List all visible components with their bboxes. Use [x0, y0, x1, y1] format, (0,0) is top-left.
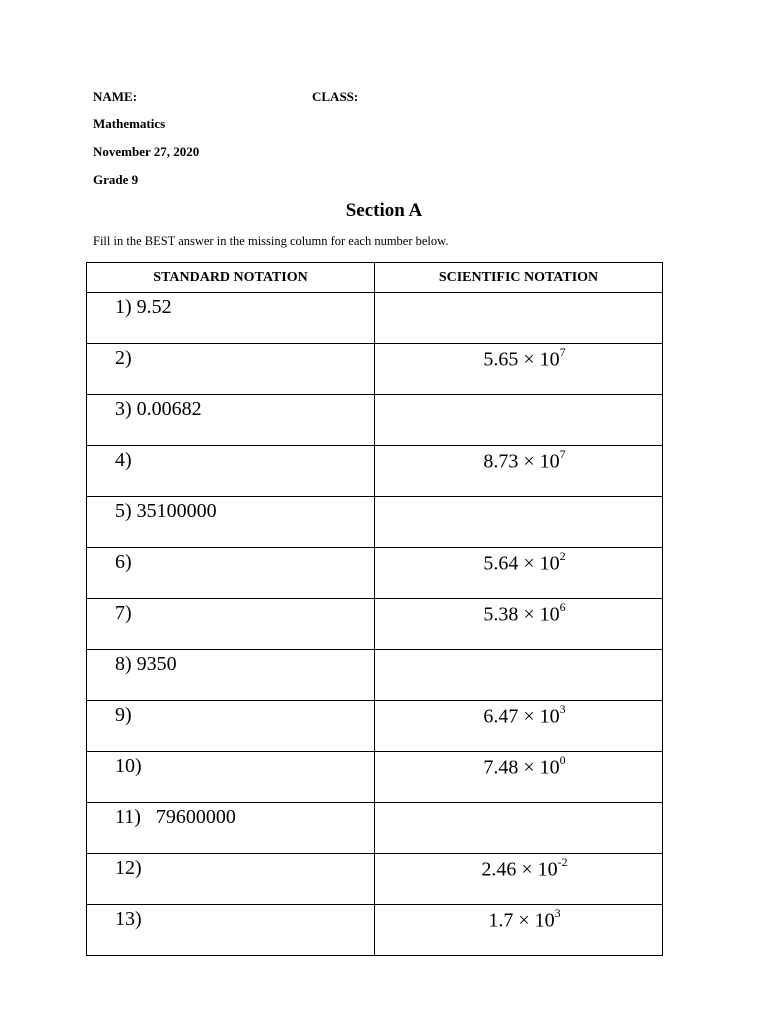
- mantissa: 2.46 × 10: [481, 858, 558, 881]
- table-row: [87, 344, 663, 395]
- standard-cell[interactable]: 8) 9350: [87, 650, 375, 701]
- scientific-cell[interactable]: [375, 905, 663, 956]
- exponent: 3: [554, 906, 561, 920]
- name-label: NAME:: [93, 89, 138, 104]
- mantissa: 6.47 × 10: [483, 705, 560, 728]
- table-row: [87, 293, 663, 344]
- exponent: 0: [559, 753, 566, 767]
- notation-table: [86, 262, 663, 956]
- table-header-row: [87, 263, 663, 293]
- table-row: [87, 854, 663, 905]
- exponent: 6: [559, 600, 566, 614]
- standard-cell[interactable]: 9): [87, 701, 375, 752]
- subject-label: Mathematics: [93, 116, 166, 131]
- header-scientific-notation: SCIENTIFIC NOTATION: [375, 263, 663, 293]
- scientific-cell[interactable]: [375, 599, 663, 650]
- section-title: Section A: [345, 200, 423, 221]
- scientific-cell[interactable]: [375, 293, 663, 344]
- table-row: [87, 650, 663, 701]
- table-row: [87, 497, 663, 548]
- table-row: [87, 395, 663, 446]
- standard-cell[interactable]: 6): [87, 548, 375, 599]
- mantissa: 5.65 × 10: [483, 348, 560, 371]
- standard-cell[interactable]: 10): [87, 752, 375, 803]
- table-row: [87, 599, 663, 650]
- mantissa: 5.38 × 10: [483, 603, 560, 626]
- scientific-cell[interactable]: [375, 650, 663, 701]
- standard-cell[interactable]: 2): [87, 344, 375, 395]
- scientific-cell[interactable]: [375, 803, 663, 854]
- mantissa: 7.48 × 10: [483, 756, 560, 779]
- scientific-cell[interactable]: [375, 497, 663, 548]
- class-label: CLASS:: [312, 89, 359, 104]
- header-standard-notation: STANDARD NOTATION: [87, 263, 375, 293]
- table-row: [87, 548, 663, 599]
- scientific-cell[interactable]: [375, 344, 663, 395]
- table-row: [87, 701, 663, 752]
- table-row: [87, 446, 663, 497]
- mantissa: 1.7 × 10: [488, 909, 555, 932]
- exponent: 7: [559, 447, 566, 461]
- standard-cell[interactable]: 1) 9.52: [87, 293, 375, 344]
- mantissa: 8.73 × 10: [483, 450, 560, 473]
- table-row: [87, 905, 663, 956]
- standard-cell[interactable]: 7): [87, 599, 375, 650]
- standard-cell[interactable]: 12): [87, 854, 375, 905]
- instructions: Fill in the BEST answer in the missing column for each number below.: [93, 234, 449, 248]
- standard-cell[interactable]: 5) 35100000: [87, 497, 375, 548]
- standard-cell[interactable]: 3) 0.00682: [87, 395, 375, 446]
- mantissa: 5.64 × 10: [483, 552, 560, 575]
- standard-cell[interactable]: 11) 79600000: [87, 803, 375, 854]
- scientific-cell[interactable]: [375, 854, 663, 905]
- scientific-cell[interactable]: [375, 752, 663, 803]
- scientific-cell[interactable]: [375, 446, 663, 497]
- grade-label: Grade 9: [93, 172, 139, 187]
- exponent: 3: [559, 702, 566, 716]
- table-row: [87, 803, 663, 854]
- exponent: 7: [559, 345, 566, 359]
- standard-cell[interactable]: 4): [87, 446, 375, 497]
- scientific-cell[interactable]: [375, 548, 663, 599]
- standard-cell[interactable]: 13): [87, 905, 375, 956]
- date-label: November 27, 2020: [93, 144, 200, 159]
- table-row: [87, 752, 663, 803]
- exponent: 2: [559, 549, 566, 563]
- scientific-cell[interactable]: [375, 395, 663, 446]
- exponent: -2: [557, 855, 568, 869]
- scientific-cell[interactable]: [375, 701, 663, 752]
